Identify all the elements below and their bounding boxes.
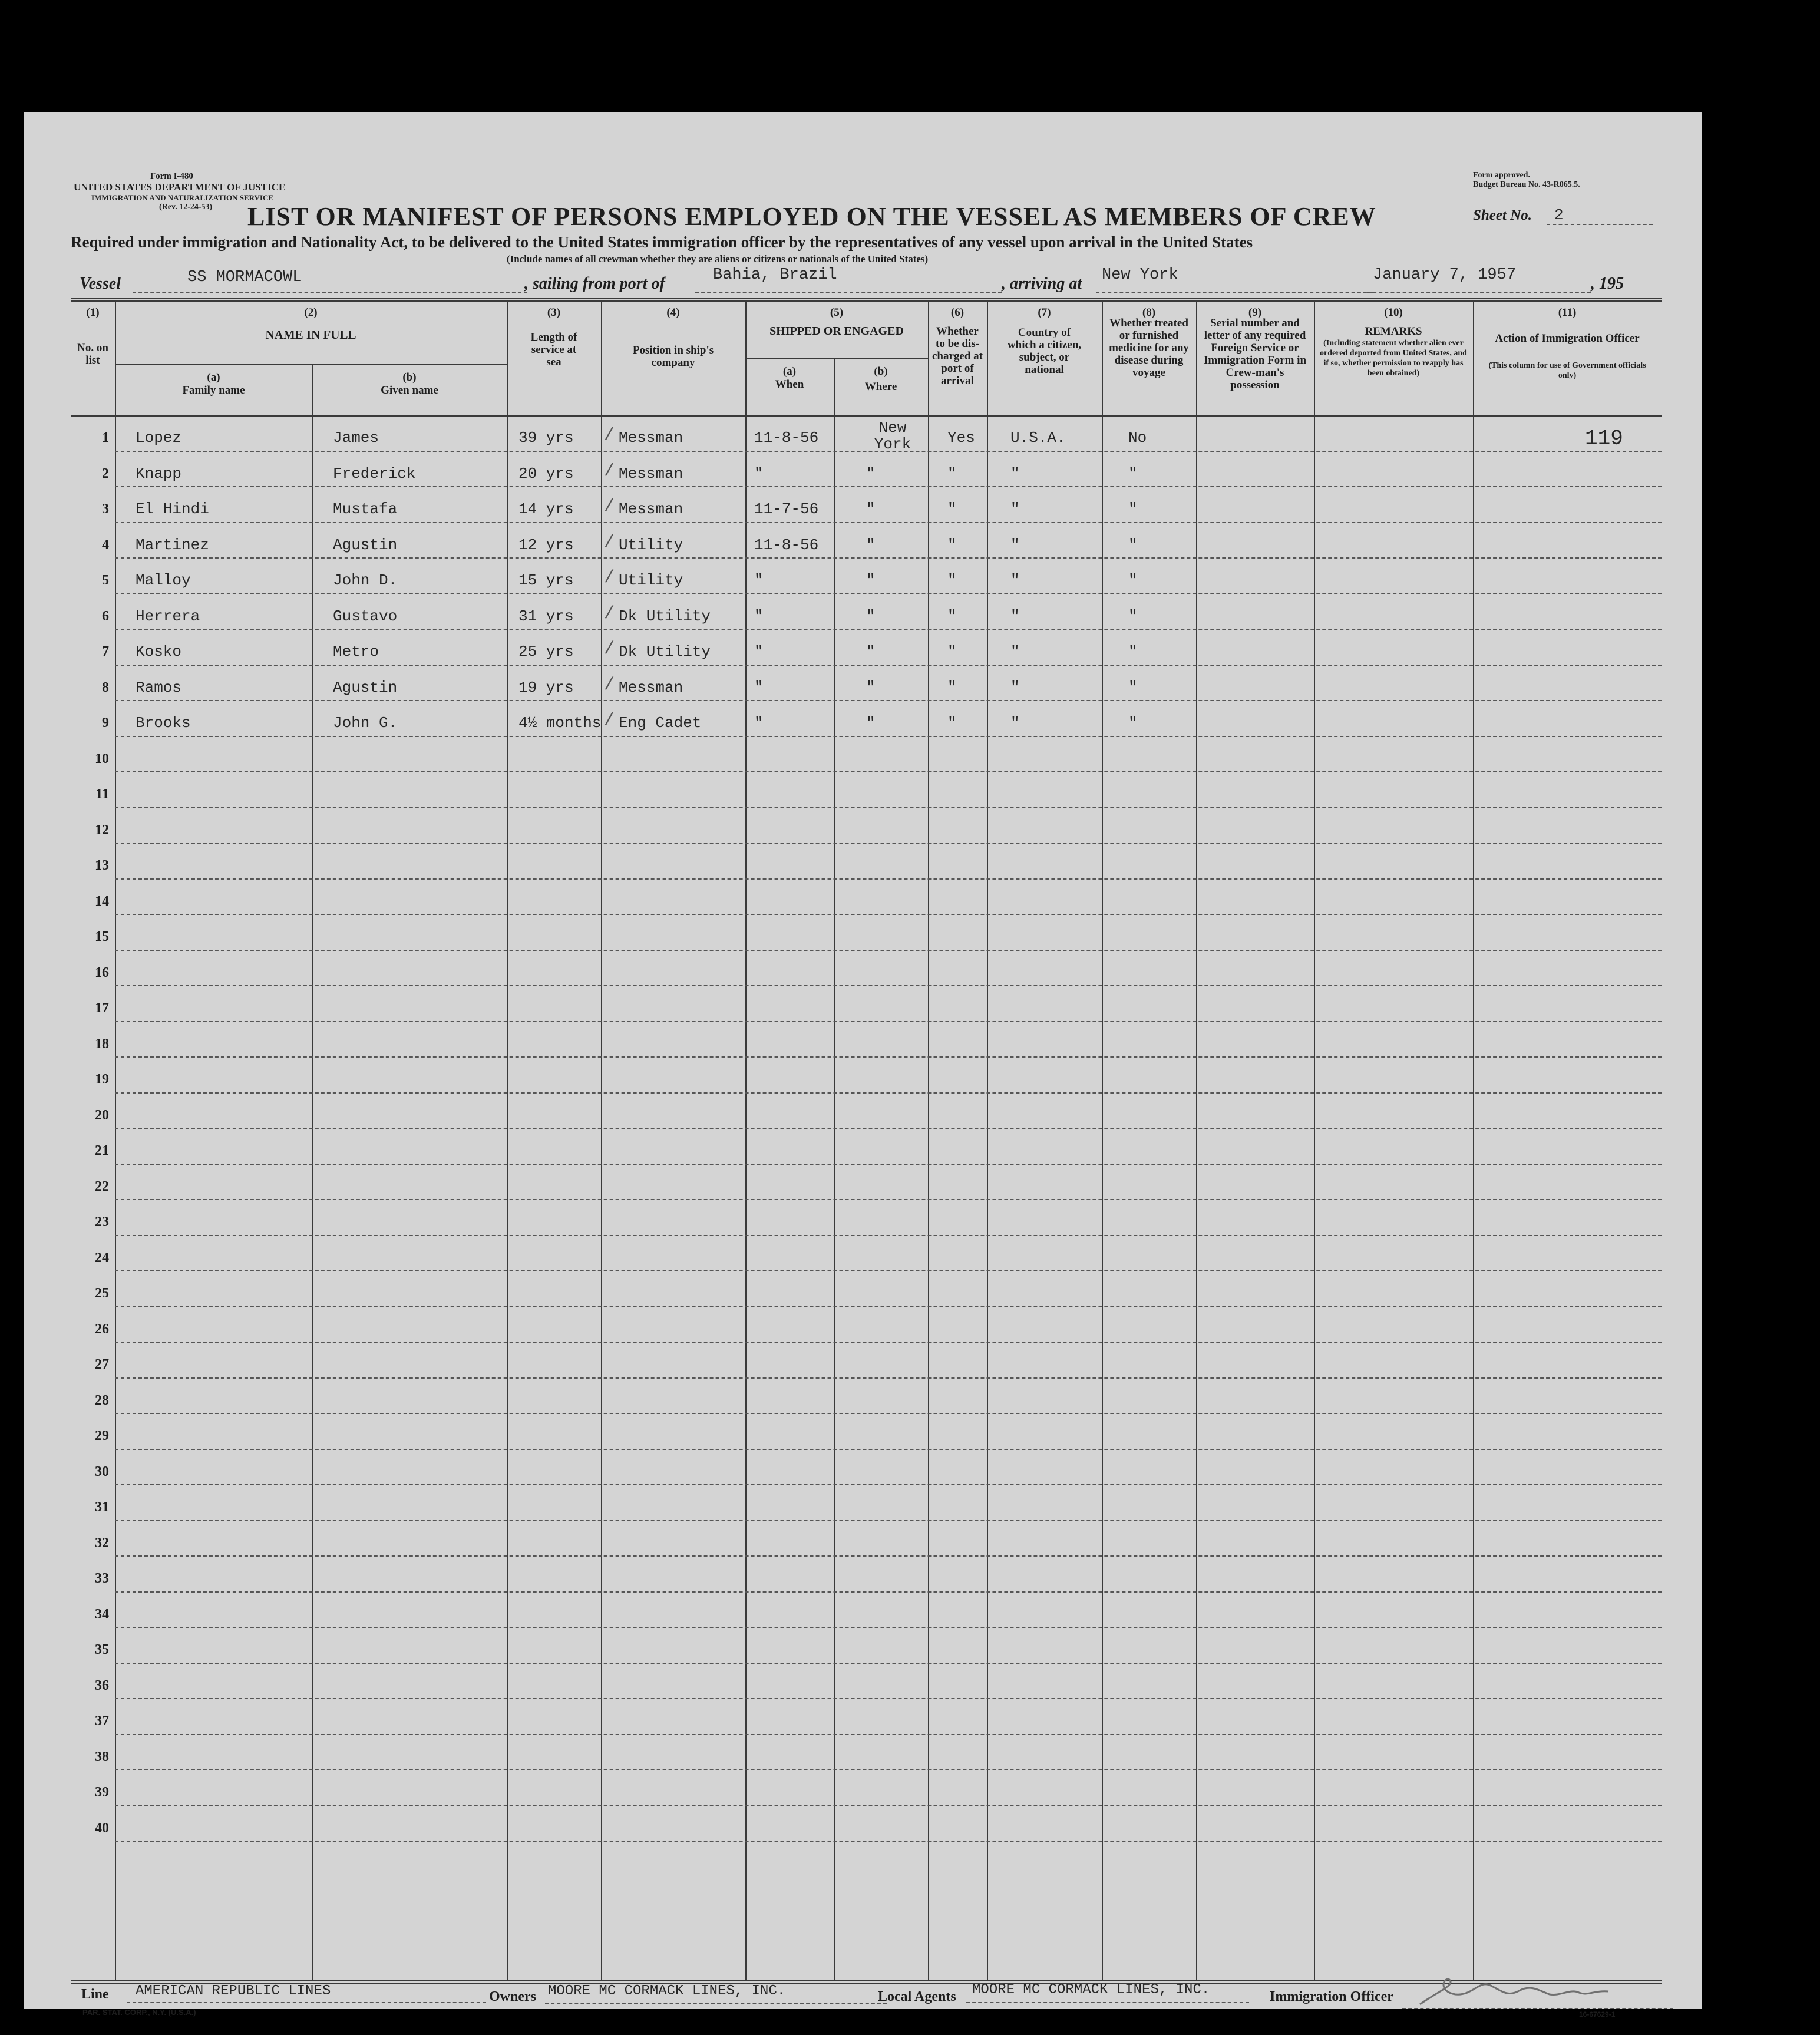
crew-where-cell: " (866, 536, 876, 554)
col4-number: (4) (666, 306, 680, 319)
row-rule (115, 1520, 1662, 1521)
printer-mark: PAR. STAT. CORP., N.Y. (U.S.A.) (82, 2008, 196, 2017)
col11-note: (This column for use of Government officials only) (1488, 361, 1646, 380)
col9-number: (9) (1248, 306, 1262, 319)
year-suffix: , 195 (1591, 275, 1624, 293)
crew-treated-cell: No (1128, 429, 1147, 447)
row-rule (115, 1769, 1662, 1770)
crew-country-cell: " (1010, 571, 1020, 589)
row-number: 24 (95, 1250, 109, 1266)
check-mark: / (604, 603, 615, 624)
row-number: 4 (102, 537, 109, 553)
crew-where-cell: " (866, 571, 876, 589)
col11-header: Action of Immigration Officer (1495, 332, 1640, 345)
arrival-port: New York (1102, 266, 1178, 284)
row-rule (115, 1805, 1662, 1806)
row-number: 1 (102, 430, 109, 445)
row-number: 12 (95, 822, 109, 838)
col2a-header: Family name (182, 384, 245, 397)
sailing-label: , sailing from port of (524, 275, 665, 293)
crew-family-cell: Kosko (136, 643, 182, 660)
row-number: 17 (95, 1000, 109, 1016)
crew-family-cell: Malloy (136, 571, 191, 589)
row-rule (115, 1734, 1662, 1735)
crew-when-cell: 11-7-56 (754, 500, 819, 518)
crew-discharge-cell: " (947, 714, 957, 732)
row-rule (115, 1021, 1662, 1022)
crew-treated-cell: " (1128, 643, 1138, 660)
crew-service-cell: 20 yrs (518, 464, 574, 483)
form-number: Form I-480 (150, 171, 193, 181)
crew-position-cell: Messman (619, 429, 683, 447)
crew-treated-cell: " (1128, 464, 1138, 483)
line-label: Line (81, 1987, 109, 2002)
crew-given-cell: Frederick (333, 464, 416, 483)
department-name: UNITED STATES DEPARTMENT OF JUSTICE (74, 181, 286, 193)
crew-when-cell: " (754, 643, 764, 660)
row-number: 5 (102, 573, 109, 588)
crew-position-cell: Dk Utility (619, 607, 711, 625)
crew-family-cell: Ramos (136, 678, 182, 696)
col7-header: Country of which a citizen, subject, or national (1007, 326, 1082, 376)
row-rule (115, 1627, 1662, 1628)
crew-given-cell: John D. (333, 571, 398, 589)
crew-country-cell: " (1010, 643, 1020, 660)
line-name: AMERICAN REPUBLIC LINES (136, 1983, 331, 1999)
crew-country-cell: " (1010, 536, 1020, 554)
row-number: 34 (95, 1606, 109, 1622)
form-title: LIST OR MANIFEST OF PERSONS EMPLOYED ON THE VESSEL AS MEMBERS OF CREW (247, 202, 1376, 231)
owners-label: Owners (489, 1989, 536, 2004)
row-rule (115, 878, 1662, 880)
row-number: 18 (95, 1036, 109, 1052)
crew-given-cell: Agustin (333, 678, 398, 696)
row-rule (115, 1555, 1662, 1557)
vessel-label: Vessel (80, 275, 121, 293)
row-number: 3 (102, 501, 109, 517)
check-mark: / (604, 568, 615, 588)
crew-family-cell: Lopez (136, 429, 182, 447)
col10-number: (10) (1384, 306, 1403, 319)
crew-where-cell: " (866, 500, 876, 518)
col9-header: Serial number and letter of any required Foreign Service or Immigration Form in Crew-man's possession (1203, 317, 1307, 391)
row-rule (115, 914, 1662, 915)
row-rule (115, 985, 1662, 986)
col3-number: (3) (547, 306, 561, 319)
row-rule (115, 700, 1662, 701)
crew-when-cell: " (754, 714, 764, 732)
col5-header: SHIPPED OR ENGAGED (769, 325, 904, 338)
vessel-name: SS MORMACOWL (187, 269, 302, 286)
row-number: 33 (95, 1571, 109, 1586)
crew-service-cell: 15 yrs (518, 571, 574, 589)
form-subtitle: Required under immigration and Nationality Act, to be delivered to the United States immigration officer by the representatives of any vessel upon arrival in the United States (71, 233, 1253, 251)
row-rule (115, 807, 1662, 808)
col2-header: NAME IN FULL (265, 328, 356, 342)
col11-number: (11) (1558, 306, 1577, 319)
crew-service-cell: 19 yrs (518, 678, 574, 696)
crew-discharge-cell: " (947, 607, 957, 625)
col2a-letter: (a) (207, 371, 220, 384)
check-mark: / (604, 532, 615, 553)
crew-position-cell: Eng Cadet (619, 714, 702, 732)
check-mark: / (604, 711, 615, 731)
crew-service-cell: 4½ months (518, 714, 602, 732)
row-number: 13 (95, 858, 109, 873)
col1-header: No. on list (77, 342, 108, 366)
row-number: 22 (95, 1178, 109, 1194)
row-number: 35 (95, 1642, 109, 1657)
row-rule (115, 1484, 1662, 1485)
crew-treated-cell: " (1128, 678, 1138, 696)
crew-when-cell: 11-8-56 (754, 429, 819, 447)
col3-header: Length of service at sea (530, 331, 577, 368)
check-mark: / (604, 639, 615, 659)
crew-service-cell: 31 yrs (518, 607, 574, 625)
row-rule (115, 736, 1662, 737)
row-rule (115, 1199, 1662, 1200)
crew-given-cell: Agustin (333, 536, 398, 554)
row-number: 39 (95, 1785, 109, 1800)
row-rule (115, 1164, 1662, 1165)
col2-number: (2) (304, 306, 318, 319)
crew-country-cell: " (1010, 678, 1020, 696)
row-number: 38 (95, 1749, 109, 1765)
row-rule (115, 1056, 1662, 1058)
crew-when-cell: " (754, 678, 764, 696)
row-rule (115, 1413, 1662, 1414)
col5a-header: When (775, 378, 804, 391)
service-name: IMMIGRATION AND NATURALIZATION SERVICE (91, 193, 274, 202)
crew-treated-cell: " (1128, 607, 1138, 625)
col2b-header: Given name (381, 384, 438, 397)
crew-family-cell: Knapp (136, 464, 182, 483)
row-rule (115, 1663, 1662, 1664)
check-mark: / (604, 425, 615, 445)
crew-position-cell: Utility (619, 571, 683, 589)
crew-treated-cell: " (1128, 714, 1138, 732)
col10-note: (Including statement whether alien ever ordered deported from United States, and if so, whether permission to reapply has been obtained) (1320, 339, 1467, 378)
row-rule (115, 1591, 1662, 1593)
local-agents-name: MOORE MC CORMACK LINES, INC. (972, 1982, 1210, 1998)
crew-position-cell: Dk Utility (619, 643, 711, 660)
arriving-label: , arriving at (1002, 275, 1082, 293)
row-number: 32 (95, 1535, 109, 1551)
crew-where-cell: New York (874, 419, 911, 453)
crew-action-cell: 119 (1585, 427, 1623, 451)
crew-when-cell: 11-8-56 (754, 536, 819, 554)
row-number: 26 (95, 1321, 109, 1337)
crew-discharge-cell: Yes (947, 429, 975, 447)
col1-number: (1) (86, 306, 100, 319)
row-number: 8 (102, 679, 109, 695)
crew-country-cell: " (1010, 607, 1020, 625)
row-rule (115, 1342, 1662, 1343)
check-mark: / (604, 461, 615, 481)
crew-where-cell: " (866, 714, 876, 732)
crew-service-cell: 25 yrs (518, 643, 574, 660)
row-rule (115, 843, 1662, 844)
crew-when-cell: " (754, 464, 764, 483)
crew-country-cell: " (1010, 500, 1020, 518)
crew-service-cell: 14 yrs (518, 500, 574, 518)
col7-number: (7) (1038, 306, 1051, 319)
local-agents-label: Local Agents (878, 1989, 956, 2004)
col6-header: Whether to be dis-charged at port of arrival (932, 325, 983, 387)
crew-given-cell: Gustavo (333, 607, 398, 625)
row-rule (115, 486, 1662, 487)
row-number: 16 (95, 964, 109, 980)
col8-number: (8) (1142, 306, 1156, 319)
crew-discharge-cell: " (947, 678, 957, 696)
row-number: 29 (95, 1428, 109, 1443)
row-rule (115, 950, 1662, 951)
col10-header: REMARKS (1365, 325, 1422, 338)
row-rule (115, 1128, 1662, 1129)
col5-number: (5) (830, 306, 844, 319)
crew-where-cell: " (866, 464, 876, 483)
row-rule (115, 593, 1662, 594)
row-number: 20 (95, 1107, 109, 1123)
form-revision: (Rev. 12-24-53) (159, 203, 213, 212)
crew-family-cell: Brooks (136, 714, 191, 732)
immigration-officer-label: Immigration Officer (1270, 1989, 1393, 2004)
row-number: 27 (95, 1357, 109, 1372)
row-number: 21 (95, 1143, 109, 1158)
row-rule (115, 1377, 1662, 1379)
crew-position-cell: Utility (619, 536, 683, 554)
crew-where-cell: " (866, 607, 876, 625)
row-number: 30 (95, 1464, 109, 1479)
row-rule (115, 1306, 1662, 1307)
sheet-number: 2 (1554, 206, 1564, 224)
row-number: 19 (95, 1072, 109, 1087)
row-rule (115, 1698, 1662, 1699)
row-number: 40 (95, 1820, 109, 1836)
crew-family-cell: Martinez (136, 536, 209, 554)
col5b-letter: (b) (874, 365, 888, 378)
manifest-sheet (24, 112, 1702, 2019)
officer-signature (1414, 1968, 1626, 2015)
owners-name: MOORE MC CORMACK LINES, INC. (548, 1983, 786, 1999)
crew-given-cell: James (333, 429, 379, 447)
crew-family-cell: El Hindi (136, 500, 209, 518)
crew-service-cell: 12 yrs (518, 536, 574, 554)
crew-country-cell: " (1010, 714, 1020, 732)
crew-discharge-cell: " (947, 500, 957, 518)
crew-treated-cell: " (1128, 536, 1138, 554)
row-rule (115, 1449, 1662, 1450)
form-note: (Include names of all crewman whether they are aliens or citizens or nationals of the United States) (507, 253, 929, 265)
row-number: 36 (95, 1677, 109, 1693)
row-number: 11 (95, 787, 109, 802)
row-number: 10 (95, 751, 109, 767)
crew-where-cell: " (866, 643, 876, 660)
crew-service-cell: 39 yrs (518, 429, 574, 447)
crew-treated-cell: " (1128, 500, 1138, 518)
row-number: 15 (95, 929, 109, 944)
crew-given-cell: Metro (333, 643, 379, 660)
row-rule (115, 771, 1662, 772)
check-mark: / (604, 497, 615, 517)
row-number: 14 (95, 893, 109, 909)
row-number: 25 (95, 1286, 109, 1301)
crew-given-cell: Mustafa (333, 500, 398, 518)
row-rule (115, 557, 1662, 559)
check-mark: / (604, 675, 615, 695)
row-number: 7 (102, 644, 109, 659)
crew-discharge-cell: " (947, 536, 957, 554)
row-number: 2 (102, 465, 109, 481)
col5a-letter: (a) (782, 365, 797, 378)
crew-treated-cell: " (1128, 571, 1138, 589)
col2b-letter: (b) (402, 371, 417, 384)
crew-country-cell: " (1010, 464, 1020, 483)
crew-discharge-cell: " (947, 464, 957, 483)
row-rule (115, 1235, 1662, 1236)
crew-discharge-cell: " (947, 643, 957, 660)
col6-number: (6) (950, 306, 964, 319)
row-number: 28 (95, 1392, 109, 1408)
col4-header: Position in ship's company (632, 344, 714, 369)
crew-given-cell: John G. (333, 714, 398, 732)
crew-country-cell: U.S.A. (1010, 429, 1066, 447)
form-code: 16-67629-1 (1579, 2010, 1616, 2019)
row-number: 31 (95, 1499, 109, 1515)
departure-port: Bahia, Brazil (713, 266, 837, 284)
col8-header: Whether treated or furnished medicine for any disease during voyage (1109, 317, 1189, 379)
col5b-header: Where (864, 381, 897, 393)
crew-position-cell: Messman (619, 500, 683, 518)
row-number: 37 (95, 1713, 109, 1729)
crew-family-cell: Herrera (136, 607, 200, 625)
arrival-date: January 7, 1957 (1373, 266, 1517, 284)
row-number: 23 (95, 1214, 109, 1230)
crew-position-cell: Messman (619, 464, 683, 483)
row-rule (115, 1841, 1662, 1842)
row-rule (115, 1092, 1662, 1094)
row-rule (115, 665, 1662, 666)
sheet-number-label: Sheet No. (1473, 207, 1532, 223)
row-rule (115, 629, 1662, 630)
crew-when-cell: " (754, 571, 764, 589)
row-number: 6 (102, 608, 109, 624)
row-rule (115, 1270, 1662, 1271)
form-approval: Form approved. (1473, 171, 1530, 180)
crew-when-cell: " (754, 607, 764, 625)
row-number: 9 (102, 715, 109, 731)
row-rule (115, 522, 1662, 523)
crew-where-cell: " (866, 678, 876, 696)
budget-bureau-number: Budget Bureau No. 43-R065.5. (1473, 180, 1580, 189)
crew-position-cell: Messman (619, 678, 683, 696)
crew-discharge-cell: " (947, 571, 957, 589)
